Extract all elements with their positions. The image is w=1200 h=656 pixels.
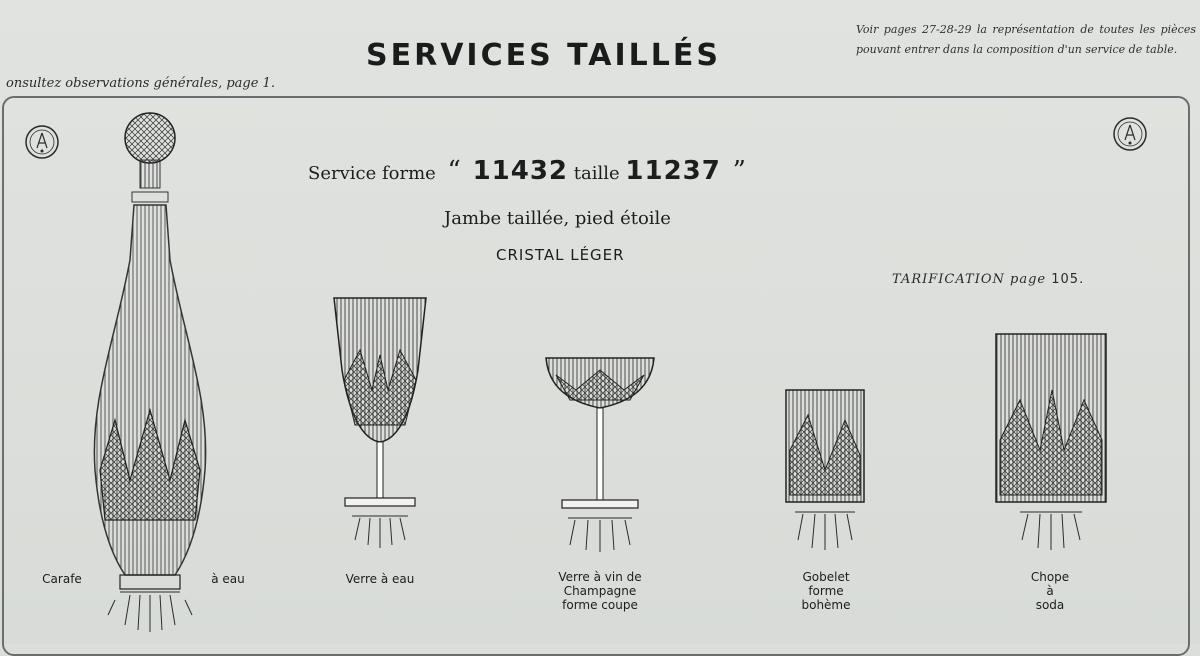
caption-line: Chope xyxy=(1030,570,1070,584)
champagne-coupe-illustration xyxy=(546,358,654,552)
page-title: SERVICES TAILLÉS xyxy=(366,38,721,73)
material-label: CRISTAL LÉGER xyxy=(496,246,625,264)
carafe-caption-part2: à eau xyxy=(211,572,245,586)
bohemian-tumbler-illustration xyxy=(786,390,864,550)
soda-tumbler-illustration xyxy=(996,334,1106,550)
champagne-coupe-caption xyxy=(540,570,660,612)
caption-line: Gobelet xyxy=(802,570,850,584)
quote-open: “ xyxy=(447,156,461,186)
caption-line: Verre à vin de xyxy=(558,570,642,584)
tarification-page: 105. xyxy=(1051,272,1085,287)
general-observations-note: onsultez observations générales, page 1. xyxy=(6,76,275,91)
caption-line: Champagne xyxy=(563,584,637,598)
carafe-illustration xyxy=(94,113,205,632)
water-glass-illustration xyxy=(334,298,426,548)
soda-tumbler-caption xyxy=(1010,570,1090,612)
caption-line: forme xyxy=(808,584,844,598)
pages-reference-note: Voir pages 27-28-29 la représentation de toutes les pièces pouvant entrer dans la composition d'un service de table. xyxy=(856,23,1196,56)
caption-line: bohème xyxy=(801,598,851,612)
carafe-caption-part1: Carafe xyxy=(42,572,82,586)
quote-close: ” xyxy=(732,156,746,186)
bohemian-tumbler-caption xyxy=(786,570,866,612)
taille-label: taille xyxy=(573,163,620,184)
caption-line: soda xyxy=(1035,598,1065,612)
forme-number: 11432 xyxy=(472,156,569,186)
service-label: Service forme xyxy=(308,163,436,184)
taille-number: 11237 xyxy=(625,156,721,186)
tarification-label: TARIFICATION page xyxy=(892,272,1047,287)
water-glass-caption: Verre à eau xyxy=(345,572,415,586)
service-description: Jambe taillée, pied étoile xyxy=(444,208,671,229)
caption-line: forme coupe xyxy=(562,598,638,612)
caption-line: à xyxy=(1046,584,1054,598)
